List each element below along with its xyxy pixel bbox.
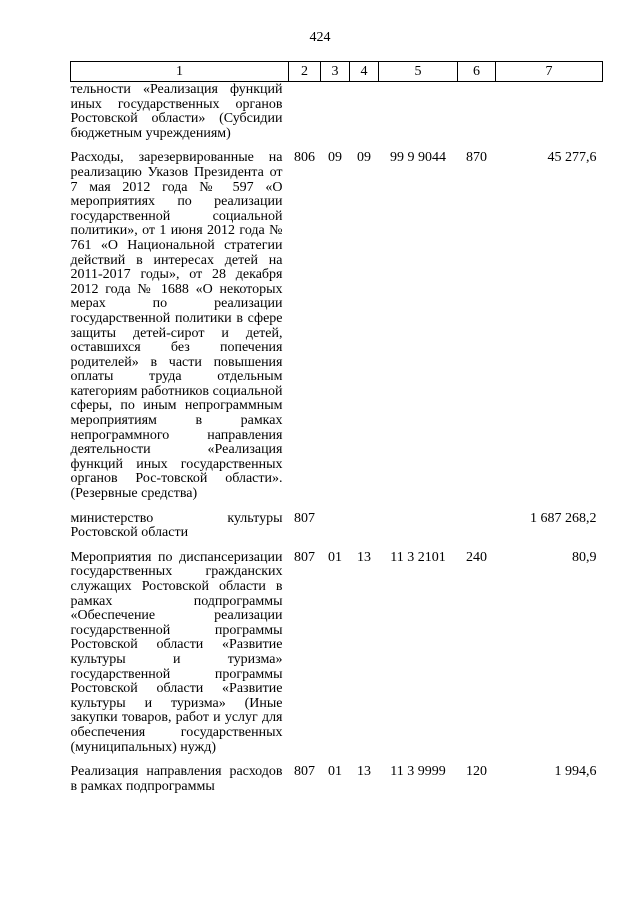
cell-expense-type: 120: [466, 764, 487, 780]
cell-expense-type: [458, 82, 496, 152]
row-description: Расходы, зарезервированные на реализацию Указов Президента от 7 мая 2012 года № 597 «О мероприятиях по реализации государственной социальной политики», от 1 июня 2012 года № 761 «О Национальной стратегии действий в интересах детей на 2011-2017 годы», от 28 декабря 2012 года № 1688 «О некоторых мерах по реализации государственной политики в сфере защиты детей-сирот и детей, оставшихся без попечения родителей» в части повышения оплаты труда отдельным категориям работников социальной сферы, по иным непрограммным мероприятиям в рамках непрограммного направления деятельности «Реализация функций иных государственных органов Рос-товской области». (Резервные средства): [70, 150, 283, 502]
cell-expense-type: 870: [466, 150, 487, 166]
cell-subsection: [350, 512, 379, 551]
cell-ministry-code: 806: [294, 150, 315, 166]
col-header-2: 2: [289, 62, 321, 82]
cell-section: 09: [328, 150, 342, 166]
table-row: [71, 82, 603, 152]
cell-section: 01: [328, 764, 342, 780]
header-row: [71, 62, 603, 82]
col-header-7: 7: [496, 62, 603, 82]
cell-amount: [496, 82, 603, 152]
col-header-6: 6: [458, 62, 496, 82]
cell-amount: 1 687 268,2: [530, 510, 597, 526]
table-row: [71, 151, 603, 511]
cell-ministry-code: 807: [294, 510, 315, 526]
cell-expense-type: [458, 512, 496, 551]
col-header-4: 4: [350, 62, 379, 82]
col-header-3: 3: [321, 62, 350, 82]
page-number: 424: [309, 30, 331, 45]
row-description: Реализация направления расходов в рамках подпрограммы: [70, 764, 283, 794]
cell-ministry-code: 807: [294, 764, 315, 780]
col-header-1: 1: [71, 62, 289, 82]
cell-amount: 1 994,6: [554, 764, 597, 780]
row-description: министерство культуры Ростовской области: [70, 510, 283, 541]
table-header: [71, 62, 603, 82]
row-description: тельности «Реализация функций иных государственных органов Ростовской области» (Субсидии бюджетным учреждениям): [70, 82, 283, 141]
cell-target-article: [379, 512, 458, 551]
table-row: [71, 765, 603, 794]
cell-subsection: 09: [357, 150, 371, 166]
table-row: [71, 551, 603, 765]
table-body: [71, 82, 603, 795]
cell-subsection: 13: [357, 549, 371, 565]
cell-subsection: 13: [357, 764, 371, 780]
cell-expense-type: 240: [466, 549, 487, 565]
cell-section: [321, 512, 350, 551]
cell-ministry-code: [289, 82, 321, 152]
cell-ministry-code: 807: [294, 549, 315, 565]
cell-section: [321, 82, 350, 152]
cell-subsection: [350, 82, 379, 152]
budget-table: [70, 61, 603, 794]
cell-amount: 80,9: [572, 549, 597, 565]
table-row: [71, 512, 603, 551]
cell-target-article: [379, 82, 458, 152]
cell-amount: 45 277,6: [547, 150, 597, 166]
cell-target-article: 11 3 9999: [390, 764, 446, 780]
cell-section: 01: [328, 549, 342, 565]
cell-target-article: 99 9 9044: [390, 150, 446, 166]
col-header-5: 5: [379, 62, 458, 82]
row-description: Мероприятия по диспансеризации государственных гражданских служащих Ростовской области в рамках подпрограммы «Обеспечение реализации государственной программы Ростовской области «Развитие культуры и туризма» государственной программы Ростовской области «Развитие культуры и туризма» (Иные закупки товаров, работ и услуг для обеспечения государственных (муниципальных) нужд): [70, 549, 283, 755]
cell-target-article: 11 3 2101: [390, 549, 446, 565]
